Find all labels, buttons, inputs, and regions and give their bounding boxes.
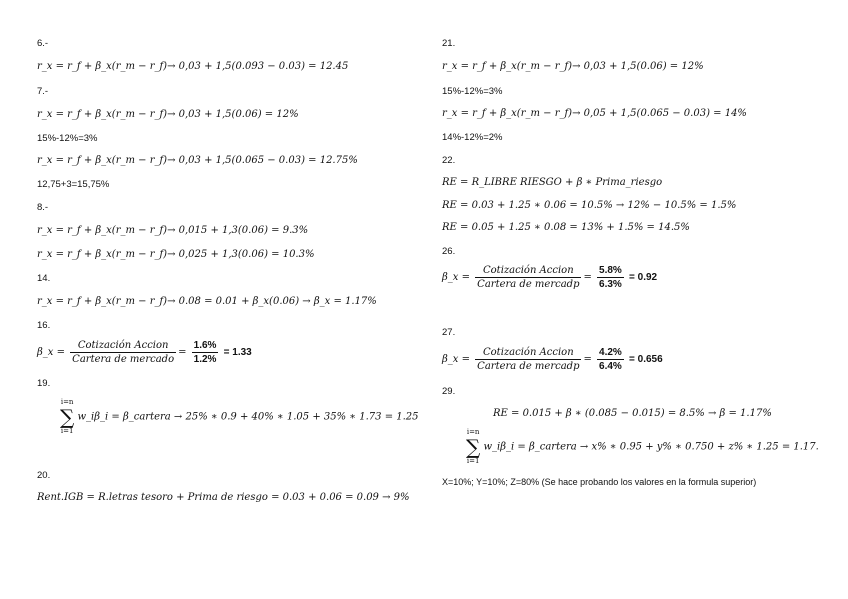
eq16-fraction-values: $\frac{1.6\%}{1.2\%}$ bbox=[193, 340, 217, 365]
equation-22c: RE = 0.05 + 1.25 ∗ 0.08 = 13% + 1.5% = 14.5% bbox=[442, 222, 690, 233]
equation-22a: RE = R_LIBRE RIESGO + β ∗ Prima_riesgo bbox=[442, 177, 663, 188]
equation-21b: r_x = r_f + β_x(r_m − r_f)→ 0,05 + 1,5(0.065 − 0.03) = 14% bbox=[442, 108, 747, 119]
equation-20: Rent.IGB = R.letras tesoro + Prima de riesgo = 0.03 + 0.06 = 0.09 → 9% bbox=[37, 492, 410, 503]
equation-7a: r_x = r_f + β_x(r_m − r_f)→ 0,03 + 1,5(0.06) = 12% bbox=[37, 109, 299, 120]
text-21b: 14%-12%=2% bbox=[442, 132, 503, 143]
text-29: X=10%; Y=10%; Z=80% (Se hace probando los valores en la formula superior) bbox=[442, 477, 757, 487]
heading-29: 29. bbox=[442, 386, 456, 397]
equation-19: i=n ∑ i=1 w_iβ_i = β_cartera → 25% ∗ 0.9 + 40% ∗ 1.05 + 35% ∗ 1.73 = 1.25 bbox=[60, 398, 419, 435]
text-21a: 15%-12%=3% bbox=[442, 86, 503, 97]
summation-symbol: i=n ∑ i=1 bbox=[60, 398, 75, 435]
heading-7: 7.- bbox=[37, 86, 49, 97]
equation-6: r_x = r_f + β_x(r_m − r_f)→ 0,03 + 1,5(0.093 − 0.03) = 12.45 bbox=[37, 61, 349, 72]
heading-26: 26. bbox=[442, 246, 456, 257]
heading-21: 21. bbox=[442, 38, 456, 49]
equation-14: r_x = r_f + β_x(r_m − r_f)→ 0.08 = 0.01 + β_x(0.06) → β_x = 1.17% bbox=[37, 296, 377, 307]
equation-29b: i=n ∑ i=1 w_iβ_i = β_cartera → x% ∗ 0.95 + y% ∗ 0.750 + z% ∗ 1.25 = 1.17. bbox=[466, 428, 819, 465]
equation-16: β_x = $\frac{\text{Cotización Accion}}{\text{Cartera de mercado}}$ = $\frac{1.6\%}{1.2\%}$ = 1.33 bbox=[37, 340, 252, 365]
equation-8b: r_x = r_f + β_x(r_m − r_f)→ 0,025 + 1,3(0.06) = 10.3% bbox=[37, 249, 315, 260]
equation-26: β_x = $\frac{\text{Cotización Accion}}{\text{Cartera de mercadp}}$ = $\frac{5.8\%}{6.3\%}$ = 0.92 bbox=[442, 265, 658, 290]
equation-27: β_x = $\frac{\text{Cotización Accion}}{\text{Cartera de mercadp}}$ = $\frac{4.2\%}{6.4\%}$ = 0.656 bbox=[442, 347, 663, 372]
text-7b: 12,75+3=15,75% bbox=[37, 179, 110, 190]
heading-6: 6.- bbox=[37, 38, 49, 49]
equation-21a: r_x = r_f + β_x(r_m − r_f)→ 0,03 + 1,5(0.06) = 12% bbox=[442, 61, 704, 72]
heading-22: 22. bbox=[442, 155, 456, 166]
heading-27: 27. bbox=[442, 327, 456, 338]
equation-22b: RE = 0.03 + 1.25 ∗ 0.06 = 10.5% → 12% − 10.5% = 1.5% bbox=[442, 200, 737, 211]
eq16-lhs: β_x = bbox=[37, 347, 65, 358]
heading-14: 14. bbox=[37, 273, 51, 284]
heading-16: 16. bbox=[37, 320, 51, 331]
heading-19: 19. bbox=[37, 378, 51, 389]
equation-29a: RE = 0.015 + β ∗ (0.085 − 0.015) = 8.5% → β = 1.17% bbox=[493, 408, 772, 419]
heading-20: 20. bbox=[37, 470, 51, 481]
eq16-result: = 1.33 bbox=[223, 347, 252, 358]
equation-7b: r_x = r_f + β_x(r_m − r_f)→ 0,03 + 1,5(0.065 − 0.03) = 12.75% bbox=[37, 155, 358, 166]
text-7a: 15%-12%=3% bbox=[37, 133, 98, 144]
eq16-fraction: $\frac{\text{Cotización Accion}}{\text{Cartera de mercado}}$ bbox=[72, 340, 175, 365]
heading-8: 8.- bbox=[37, 202, 49, 213]
summation-symbol: i=n ∑ i=1 bbox=[466, 428, 481, 465]
equation-8a: r_x = r_f + β_x(r_m − r_f)→ 0,015 + 1,3(0.06) = 9.3% bbox=[37, 225, 309, 236]
